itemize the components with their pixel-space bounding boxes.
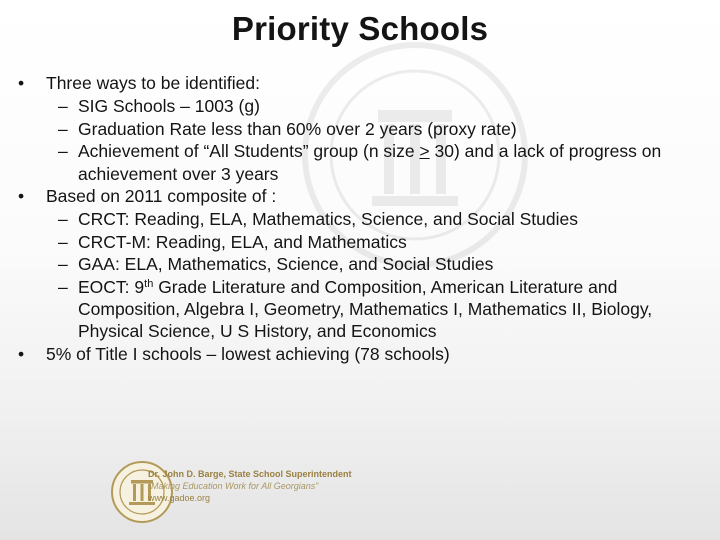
sub-bullet-text: Graduation Rate less than 60% over 2 years (proxy rate) xyxy=(78,118,517,139)
text-fragment: EOCT: 9 xyxy=(78,276,145,297)
bullet-text: Based on 2011 composite of : xyxy=(46,186,277,207)
slide-title: Priority Schools xyxy=(231,10,489,47)
superintendent-name: Dr. John D. Barge, State School Superintendent xyxy=(148,469,352,479)
sub-bullet-item xyxy=(16,231,706,253)
footer xyxy=(110,460,430,530)
dash-marker: – xyxy=(58,118,68,139)
sub-bullet-item xyxy=(16,118,706,140)
bullet-marker: • xyxy=(18,186,25,207)
dash-marker: – xyxy=(58,276,68,297)
sub-bullet-item xyxy=(16,95,706,117)
sub-bullet-item xyxy=(16,140,706,185)
bullet-item xyxy=(16,72,706,94)
sub-bullet-item xyxy=(16,253,706,275)
dash-marker: – xyxy=(58,209,68,230)
bullet-item xyxy=(16,343,706,365)
bullet-text: 5% of Title I schools – lowest achieving (78 schools) xyxy=(46,343,450,364)
motto: “Making Education Work for All Georgians” xyxy=(148,481,319,491)
bullet-text: Three ways to be identified: xyxy=(46,73,261,93)
sub-bullet-text: CRCT: Reading, ELA, Mathematics, Science, and Social Studies xyxy=(78,209,578,230)
website-url: www.gadoe.org xyxy=(148,493,211,503)
greater-equal-symbol: > xyxy=(419,141,430,162)
text-fragment: Grade Literature and Composition, American Literature and Composition, Algebra I, Geometry, Mathematics I, Mathematics II, Biology, Physical Science, U S History, and Economics xyxy=(78,276,653,342)
slide-body xyxy=(16,72,706,366)
sub-bullet-text-achievement xyxy=(78,141,661,183)
sub-bullet-item xyxy=(16,208,706,230)
bullet-marker: • xyxy=(18,343,25,364)
superscript-th: th xyxy=(144,277,154,290)
sub-bullet-item xyxy=(16,276,706,343)
text-fragment: 30) and a lack of progress on achievement over 3 years xyxy=(78,141,662,184)
dash-marker: – xyxy=(58,141,68,162)
footer-text xyxy=(148,468,352,504)
bullet-item xyxy=(16,185,706,207)
sub-bullet-text-eoct xyxy=(78,277,652,342)
dash-marker: – xyxy=(58,96,68,117)
dash-marker: – xyxy=(58,231,68,252)
text-fragment: Achievement of “All Students” group (n size xyxy=(78,141,420,162)
sub-bullet-text: GAA: ELA, Mathematics, Science, and Social Studies xyxy=(78,254,494,275)
sub-bullet-text: CRCT-M: Reading, ELA, and Mathematics xyxy=(78,231,407,252)
dash-marker: – xyxy=(58,254,68,275)
sub-bullet-text: SIG Schools – 1003 (g) xyxy=(78,96,260,117)
bullet-marker: • xyxy=(18,73,25,93)
